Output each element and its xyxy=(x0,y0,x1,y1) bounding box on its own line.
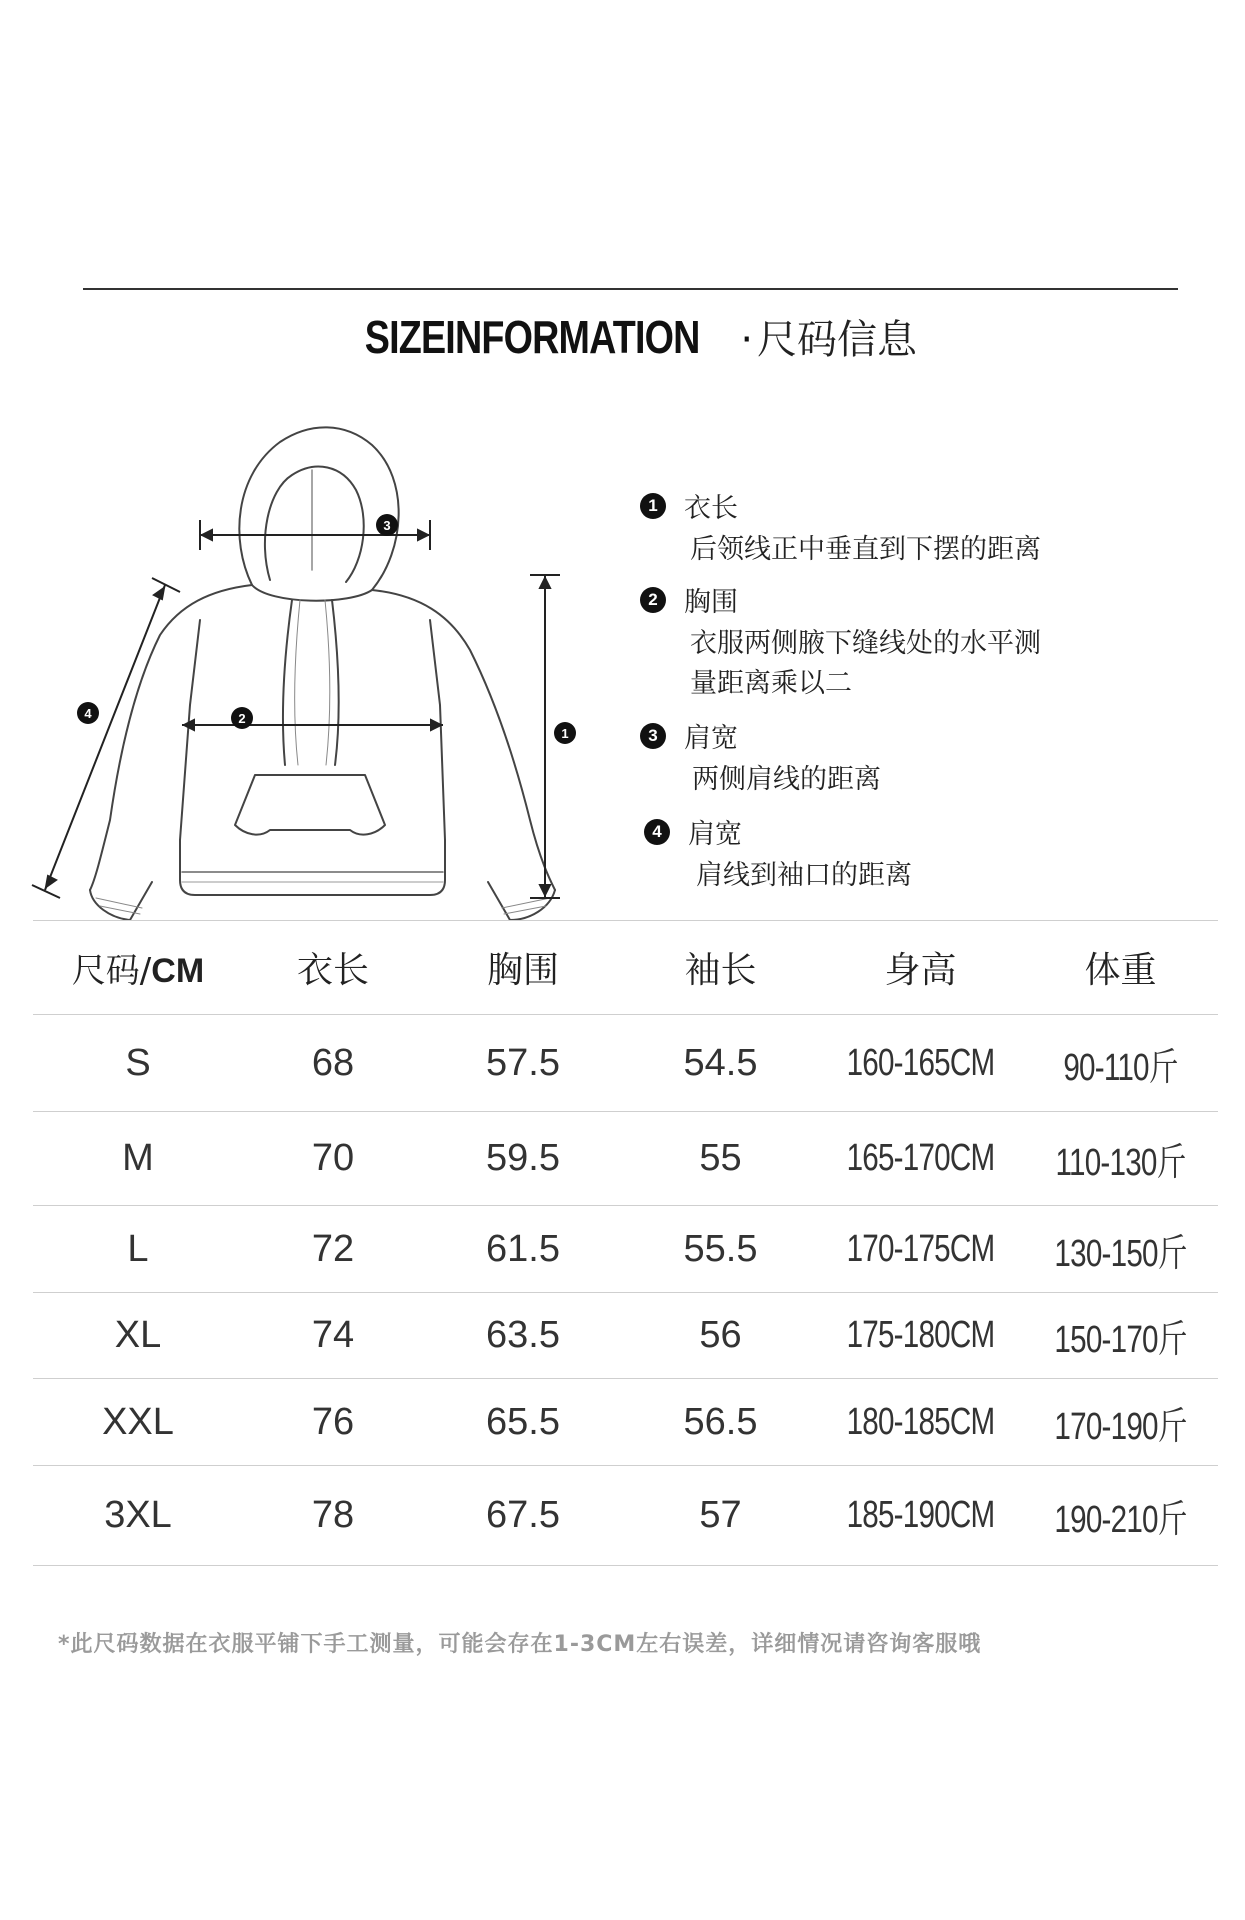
size-table xyxy=(33,920,1218,1566)
marker-1: 1 xyxy=(561,726,569,741)
cell-weight: 170-190斤 xyxy=(1044,1379,1196,1466)
cell-weight: 110-130斤 xyxy=(1044,1112,1196,1206)
cell-height: 160-165CM xyxy=(841,1015,1001,1112)
cell-chest: 61.5 xyxy=(423,1206,623,1293)
legend-title: 胸围 xyxy=(684,587,738,618)
cell-size: M xyxy=(33,1112,243,1206)
legend-item-sleeve xyxy=(644,812,742,851)
cell-height: 175-180CM xyxy=(841,1293,1001,1379)
legend-desc: 衣服两侧腋下缝线处的水平测 xyxy=(690,628,1041,659)
cell-weight: 190-210斤 xyxy=(1044,1466,1196,1566)
legend-desc: 两侧肩线的距离 xyxy=(692,764,881,795)
cell-height: 165-170CM xyxy=(841,1112,1001,1206)
cell-length: 76 xyxy=(243,1379,423,1466)
cell-length: 74 xyxy=(243,1293,423,1379)
cell-sleeve: 57 xyxy=(623,1466,818,1566)
cell-chest: 63.5 xyxy=(423,1293,623,1379)
cell-size: XXL xyxy=(33,1379,243,1466)
cell-chest: 67.5 xyxy=(423,1466,623,1566)
cell-weight: 130-150斤 xyxy=(1044,1206,1196,1293)
page-title xyxy=(0,308,1245,365)
marker-2: 2 xyxy=(238,711,246,726)
legend-item-shoulder xyxy=(640,716,738,755)
cell-chest: 57.5 xyxy=(423,1015,623,1112)
table-row xyxy=(33,1206,1218,1293)
table-row xyxy=(33,1112,1218,1206)
cell-height: 170-175CM xyxy=(841,1206,1001,1293)
legend-title: 肩宽 xyxy=(684,723,738,754)
cell-weight: 150-170斤 xyxy=(1044,1293,1196,1379)
legend-number-icon: 1 xyxy=(640,493,666,519)
header-weight: 体重 xyxy=(1023,921,1218,1015)
table-row xyxy=(33,1293,1218,1379)
cell-chest: 59.5 xyxy=(423,1112,623,1206)
table-row xyxy=(33,1466,1218,1566)
marker-3: 3 xyxy=(383,518,391,533)
header-height: 身高 xyxy=(818,921,1023,1015)
table-header-row xyxy=(33,921,1218,1015)
cell-length: 78 xyxy=(243,1466,423,1566)
cell-size: 3XL xyxy=(33,1466,243,1566)
table-row xyxy=(33,1015,1218,1112)
legend-number-icon: 4 xyxy=(644,819,670,845)
legend-item-length xyxy=(640,486,738,525)
cell-sleeve: 54.5 xyxy=(623,1015,818,1112)
title-chinese: 尺码信息 xyxy=(757,317,918,363)
hoodie-diagram xyxy=(30,420,610,920)
cell-chest: 65.5 xyxy=(423,1379,623,1466)
legend-desc: 量距离乘以二 xyxy=(690,668,852,699)
cell-length: 68 xyxy=(243,1015,423,1112)
legend-title: 衣长 xyxy=(684,493,738,524)
cell-length: 72 xyxy=(243,1206,423,1293)
cell-sleeve: 55 xyxy=(623,1112,818,1206)
cell-size: XL xyxy=(33,1293,243,1379)
header-chest: 胸围 xyxy=(423,921,623,1015)
cell-sleeve: 56 xyxy=(623,1293,818,1379)
legend-number-icon: 3 xyxy=(640,723,666,749)
cell-height: 180-185CM xyxy=(841,1379,1001,1466)
cell-length: 70 xyxy=(243,1112,423,1206)
top-divider xyxy=(83,288,1178,290)
cell-weight: 90-110斤 xyxy=(1044,1015,1196,1112)
legend-title: 肩宽 xyxy=(688,819,742,850)
table-row xyxy=(33,1379,1218,1466)
cell-size: S xyxy=(33,1015,243,1112)
header-length: 衣长 xyxy=(243,921,423,1015)
cell-sleeve: 56.5 xyxy=(623,1379,818,1466)
title-english: SIZEINFORMATION xyxy=(364,311,700,363)
legend-item-chest xyxy=(640,580,738,619)
legend-desc: 肩线到袖口的距离 xyxy=(696,860,912,891)
cell-size: L xyxy=(33,1206,243,1293)
cell-height: 185-190CM xyxy=(841,1466,1001,1566)
header-size: 尺码/CM xyxy=(33,921,243,1015)
legend-desc: 后领线正中垂直到下摆的距离 xyxy=(690,534,1041,565)
header-sleeve: 袖长 xyxy=(623,921,818,1015)
marker-4: 4 xyxy=(84,706,92,721)
cell-sleeve: 55.5 xyxy=(623,1206,818,1293)
legend-number-icon: 2 xyxy=(640,587,666,613)
title-dot: · xyxy=(740,317,754,363)
measurement-note: *此尺码数据在衣服平铺下手工测量，可能会存在1-3CM左右误差，详细情况请咨询客服哦 xyxy=(58,1632,982,1657)
